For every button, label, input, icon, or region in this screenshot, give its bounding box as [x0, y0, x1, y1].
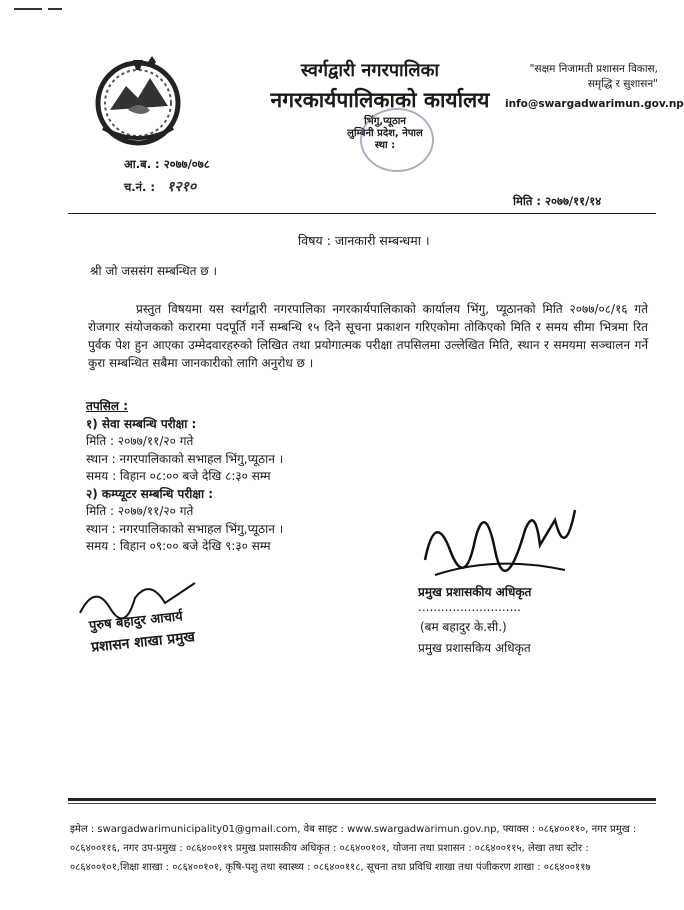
exam-place: स्थान : नगरपालिकाको सभाहल भिंगु,प्यूठान ।: [86, 521, 284, 536]
fiscal-year: [124, 157, 210, 172]
header-divider: [68, 213, 656, 214]
footer-line: ०८६४००१०१,शिक्षा शाखा : ०८६४००१०१, कृषि-पशु तथा स्वास्थ्य : ०८६४००११८, सूचना तथा प्रविधि शाखा तथा पंजीकरण शाखा : ०८६४००११७: [70, 862, 591, 873]
slogan-line1: "सक्षम निजामती प्रशासन विकास,: [529, 63, 658, 75]
reference-number: [124, 177, 196, 196]
municipality-name: स्वर्गद्वारी नगरपालिका: [300, 60, 440, 81]
exam-time: समय : विहान ०८:०० बजे देखि ८:३० सम्म: [86, 469, 271, 483]
footer-divider: [68, 798, 656, 801]
office-stamp: [360, 108, 434, 172]
right-signature-block: [418, 583, 531, 656]
date-value: २०७७/११/१४: [545, 194, 602, 208]
exam-title: १) सेवा सम्बन्धि परीक्षा :: [86, 416, 197, 431]
footer-divider-thin: [68, 803, 656, 804]
corner-dash: [48, 8, 62, 10]
nepal-emblem-icon: [88, 48, 188, 148]
exam-date: मिति : २०७७/११/२० गते: [86, 504, 194, 518]
body-paragraph: प्रस्तुत विषयमा यस स्वर्गद्वारी नगरपालिका नगरकार्यपालिकाको कार्यालय भिंगु, प्यूठानको मिति २०७७/०८/१६ गते रोजगार संयोजकको करारमा पदपूर्ति गर्ने सम्बन्धि १५ दिने सूचना प्रकाशन गरिएकोमा तोकिएको मिति र समय सीमा भित्रमा रित पुर्वक पेश हुन आएका उम्मेदवारहरुको लिखित तथा प्रयोगात्मक परीक्षा तपसिलमा उल्लेखित मिति, स्थान र समयमा सञ्चालन गर्ने कुरा सम्बन्धित सबैमा जानकारीको लागि अनुरोध छ ।: [88, 302, 648, 370]
corner-dash: [14, 8, 42, 10]
location-line1: भिंगु,प्यूठान: [364, 116, 406, 127]
slogan: [508, 62, 658, 92]
ref-value: १२१०: [167, 179, 197, 195]
location-line2: लुम्बिनी प्रदेश, नेपाल: [347, 128, 423, 139]
schedule-list: [86, 398, 283, 556]
handwritten-signature-right: [415, 490, 585, 590]
exam-title: २) कम्प्यूटर सम्बन्धि परीक्षा :: [86, 486, 214, 501]
date-label: मिति :: [513, 194, 541, 208]
schedule-heading: तपसिल :: [86, 399, 128, 413]
subject-line: विषय : जानकारी सम्बन्धमा ।: [298, 233, 430, 248]
exam-date: मिति : २०७७/११/२० गते: [86, 434, 194, 448]
officer-title: प्रमुख प्रशासकिय अधिकृत: [418, 641, 531, 655]
greeting: श्री जो जससंग सम्बन्धित छ ।: [90, 264, 218, 278]
fiscal-label: आ.ब. :: [124, 157, 160, 171]
stamp-title: प्रमुख प्रशासकीय अधिकृत: [418, 585, 532, 599]
left-signer-title: प्रशासन शाखा प्रमुख: [90, 628, 196, 656]
officer-name: (बम बहादुर के.सी.): [420, 620, 507, 634]
footer-line: ०८६४००११६, नगर उप-प्रमुख : ०८६४००११९ प्रमुख प्रशासकीय अधिकृत : ०८६४००१०१, योजना तथा प्रशासन : ०८६४००११५, लेखा तथा स्टोर :: [70, 843, 589, 854]
footer-contacts: [70, 820, 655, 877]
office-email: info@swargadwarimun.gov.np: [505, 98, 684, 110]
ref-label: च.नं. :: [124, 180, 156, 194]
fiscal-value: २०७७/०७८: [163, 157, 210, 171]
office-name: नगरकार्यपालिकाको कार्यालय: [270, 88, 490, 112]
signature-dots: ...........................: [418, 600, 521, 614]
exam-time: समय : विहान ०९:०० बजे देखि ९:३० सम्म: [86, 539, 271, 553]
slogan-line2: समृद्धि र सुशासन": [587, 78, 658, 90]
footer-line: इमेल : swargadwarimunicipality01@gmail.com, वेब साइट : www.swargadwarimun.gov.np, फ्याक्स : ०८६४००११०, नगर प्रमुख :: [70, 824, 637, 835]
left-signer-name: पुरुष बहादुर आचार्य: [88, 609, 184, 634]
exam-place: स्थान : नगरपालिकाको सभाहल भिंगु,प्यूठान ।: [86, 451, 284, 466]
letter-date: [513, 194, 601, 209]
estd-label: स्था :: [374, 140, 396, 151]
